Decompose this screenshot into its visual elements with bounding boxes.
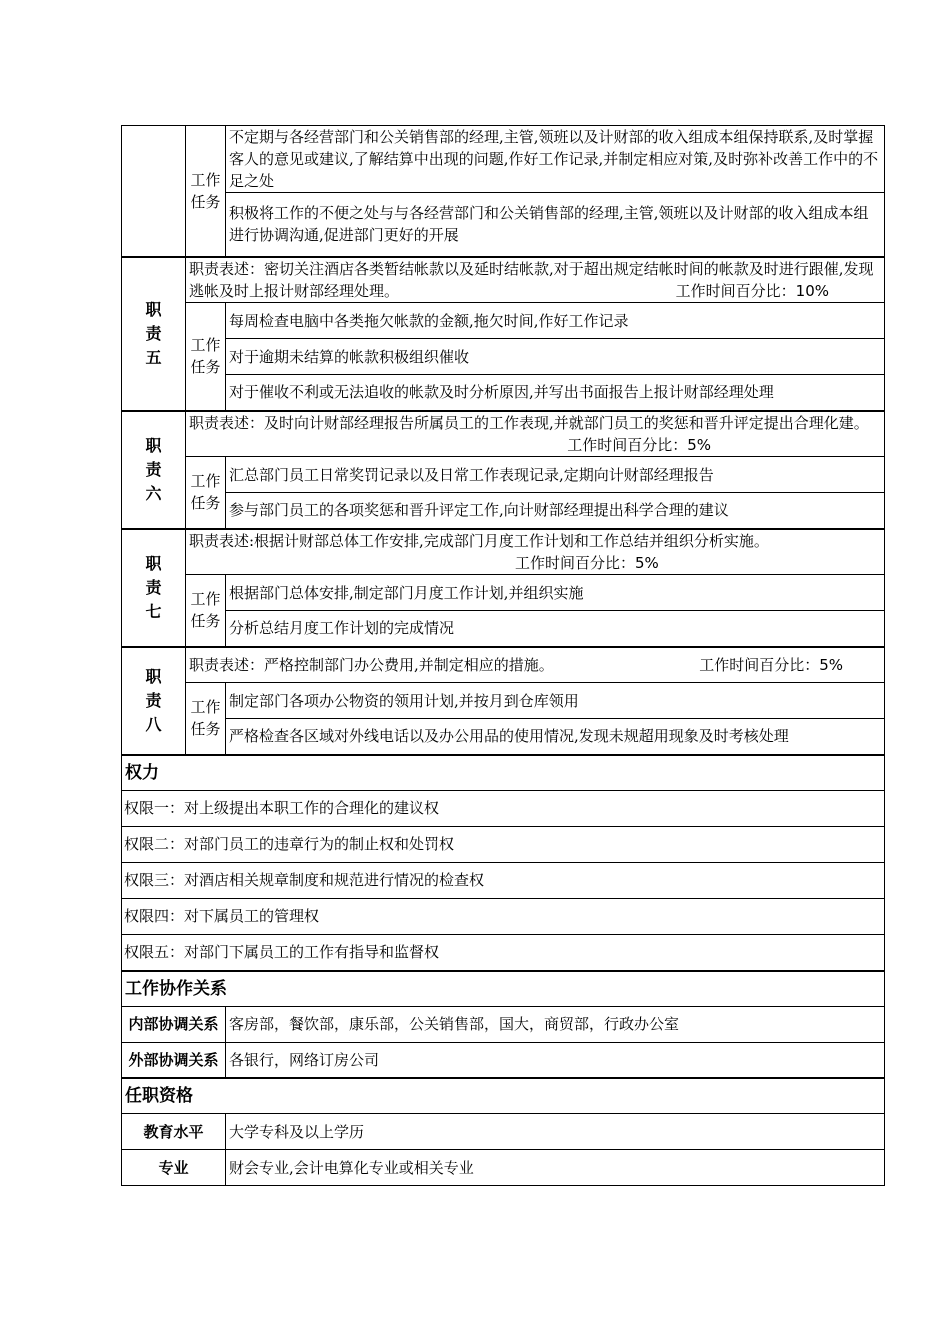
task-item: 对于催收不利或无法追收的帐款及时分析原因,并写出书面报告上报计财部经理处理: [226, 375, 885, 411]
permission-item: 权限一：对上级提出本职工作的合理化的建议权: [122, 790, 885, 826]
section-title-cooperation: 工作协作关系: [122, 971, 885, 1007]
time-percentage: 工作时间百分比：5%: [567, 435, 711, 454]
task-label: 工作 任务: [186, 457, 226, 529]
task-label: 工作 任务: [186, 303, 226, 411]
job-description-sheet: [121, 125, 885, 1186]
task-label: 工作 任务: [186, 575, 226, 647]
permission-item: 权限五：对部门下属员工的工作有指导和监督权: [122, 934, 885, 971]
major-label: 专业: [122, 1150, 226, 1186]
internal-coordination-value: 客房部，餐饮部，康乐部，公关销售部，国大，商贸部，行政办公室: [226, 1006, 885, 1042]
education-label: 教育水平: [122, 1114, 226, 1150]
section-title-qualification: 任职资格: [122, 1078, 885, 1114]
time-percentage: 工作时间百分比：10%: [675, 281, 829, 300]
external-coordination-label: 外部协调关系: [122, 1042, 226, 1078]
section-title-power: 权力: [122, 755, 885, 791]
task-item: 制定部门各项办公物资的领用计划,并按月到仓库领用: [226, 683, 885, 719]
time-percentage: 工作时间百分比：5%: [699, 655, 843, 674]
permission-item: 权限三：对酒店相关规章制度和规范进行情况的检查权: [122, 862, 885, 898]
duty-statement: 职责表述：严格控制部门办公费用,并制定相应的措施。 工作时间百分比：5%: [186, 647, 885, 683]
duty-statement: 职责表述：密切关注酒店各类暂结帐款以及延时结帐款,对于超出规定结帐时间的帐款及时进行跟催,发现逃帐及时上报计财部经理处理。 工作时间百分比：10%: [186, 257, 885, 303]
duty-label: 职 责 六: [122, 411, 186, 529]
task-label: 工作 任务: [186, 683, 226, 755]
time-percentage: 工作时间百分比：5%: [515, 553, 659, 572]
task-item: 参与部门员工的各项奖惩和晋升评定工作,向计财部经理提出科学合理的建议: [226, 493, 885, 529]
task-item: 积极将工作的不便之处与与各经营部门和公关销售部的经理,主管,领班以及计财部的收入组成本组进行协调沟通,促进部门更好的开展: [226, 193, 885, 257]
major-value: 财会专业,会计电算化专业或相关专业: [226, 1150, 885, 1186]
task-item: 对于逾期未结算的帐款积极组织催收: [226, 339, 885, 375]
duty-statement: 职责表述:根据计财部总体工作安排,完成部门月度工作计划和工作总结并组织分析实施。 工作时间百分比：5%: [186, 529, 885, 575]
job-description-table: [121, 125, 885, 1186]
task-item: 严格检查各区域对外线电话以及办公用品的使用情况,发现未规超用现象及时考核处理: [226, 719, 885, 755]
education-value: 大学专科及以上学历: [226, 1114, 885, 1150]
internal-coordination-label: 内部协调关系: [122, 1006, 226, 1042]
external-coordination-value: 各银行，网络订房公司: [226, 1042, 885, 1078]
task-item: 汇总部门员工日常奖罚记录以及日常工作表现记录,定期向计财部经理报告: [226, 457, 885, 493]
duty-label: 职 责 五: [122, 257, 186, 411]
task-item: 根据部门总体安排,制定部门月度工作计划,并组织实施: [226, 575, 885, 611]
permission-item: 权限四：对下属员工的管理权: [122, 898, 885, 934]
duty-label: 职 责 七: [122, 529, 186, 647]
duty-label-continued: [122, 126, 186, 257]
permission-item: 权限二：对部门员工的违章行为的制止权和处罚权: [122, 826, 885, 862]
task-label: 工作 任务: [186, 126, 226, 257]
task-item: 每周检查电脑中各类拖欠帐款的金额,拖欠时间,作好工作记录: [226, 303, 885, 339]
task-item: 分析总结月度工作计划的完成情况: [226, 611, 885, 647]
duty-label: 职 责 八: [122, 647, 186, 755]
task-item: 不定期与各经营部门和公关销售部的经理,主管,领班以及计财部的收入组成本组保持联系,及时掌握客人的意见或建议,了解结算中出现的问题,作好工作记录,并制定相应对策,及时弥补改善工作中的不足之处: [226, 126, 885, 193]
duty-statement: 职责表述：及时向计财部经理报告所属员工的工作表现,并就部门员工的奖惩和晋升评定提出合理化建。 工作时间百分比：5%: [186, 411, 885, 457]
